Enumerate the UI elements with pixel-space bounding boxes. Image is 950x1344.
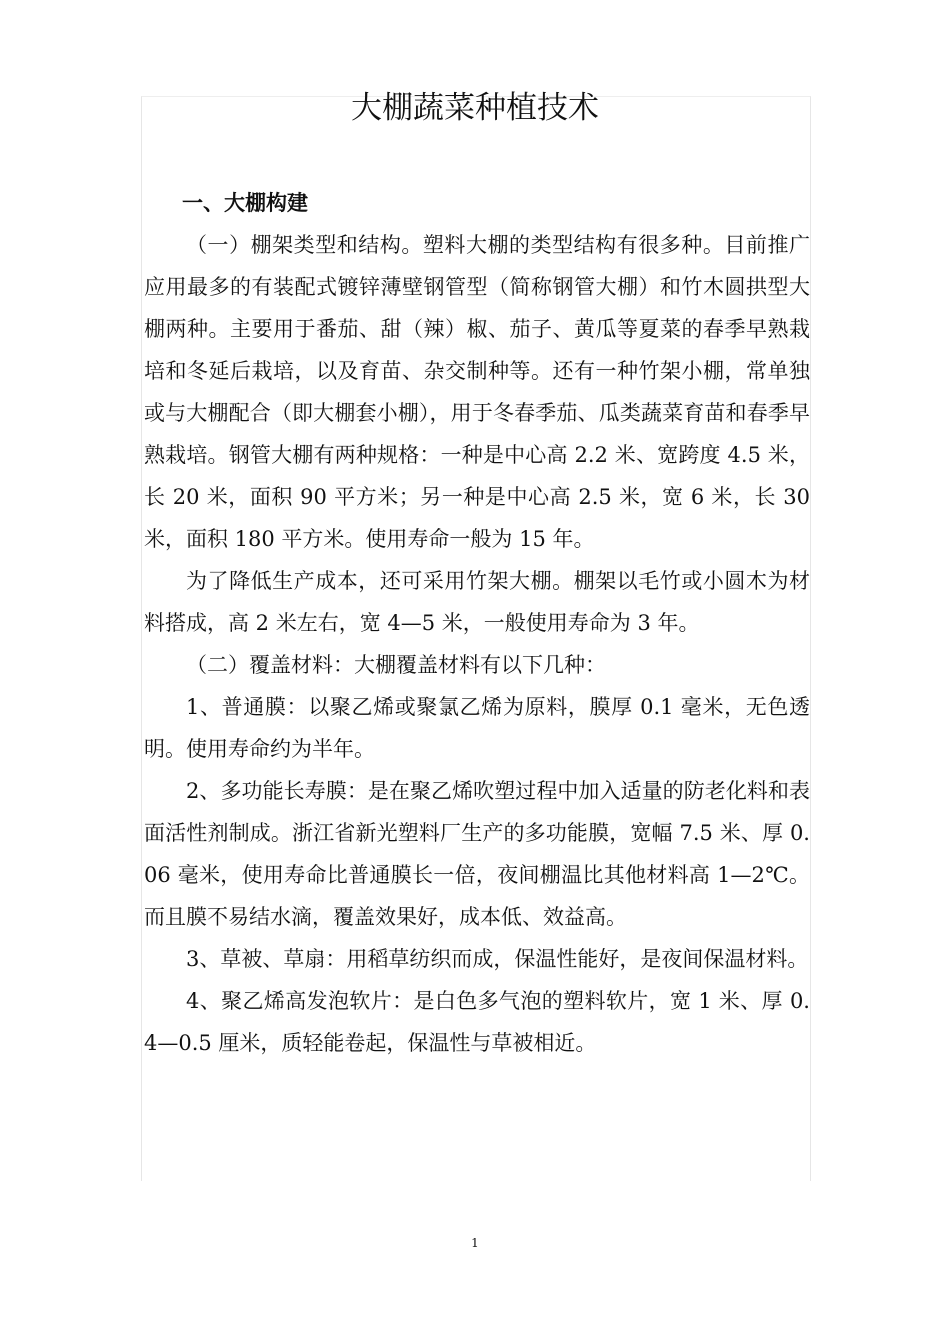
paragraph-foam-sheet: 4、聚乙烯高发泡软片：是白色多气泡的塑料软片，宽 1 米、厚 0.4—0.5 厘米，质轻能卷起，保温性与草被相近。	[144, 989, 810, 1055]
document-title: 大棚蔬菜种植技术	[351, 90, 599, 126]
section-heading: 一、大棚构建	[182, 191, 308, 215]
page-number: 1	[471, 1236, 479, 1250]
paragraph-straw-cover: 3、草被、草扇：用稻草纺织而成，保温性能好，是夜间保温材料。	[186, 947, 809, 971]
paragraph-multifunction-film: 2、多功能长寿膜：是在聚乙烯吹塑过程中加入适量的防老化料和表面活性剂制成。浙江省新光塑料厂生产的多功能膜，宽幅 7.5 米、厚 0.06 毫米，使用寿命比普通膜长一倍，夜间棚温比其他材料高 1—2℃。而且膜不易结水滴，覆盖效果好，成本低、效益高。	[144, 779, 810, 929]
paragraph-frame-structure: （一）棚架类型和结构。塑料大棚的类型结构有很多种。目前推广应用最多的有装配式镀锌薄壁钢管型（简称钢管大棚）和竹木圆拱型大棚两种。主要用于番茄、甜（辣）椒、茄子、黄瓜等夏菜的春季早熟栽培和冬延后栽培，以及育苗、杂交制种等。还有一种竹架小棚，常单独或与大棚配合（即大棚套小棚），用于冬春季茄、瓜类蔬菜育苗和春季早熟栽培。钢管大棚有两种规格：一种是中心高 2.2 米、宽跨度 4.5 米，长 20 米，面积 90 平方米；另一种是中心高 2.5 米，宽 6 米，长 30 米，面积 180 平方米。使用寿命一般为 15 年。	[144, 233, 810, 551]
paragraph-covering-materials: （二）覆盖材料：大棚覆盖材料有以下几种：	[186, 653, 606, 677]
paragraph-ordinary-film: 1、普通膜：以聚乙烯或聚氯乙烯为原料，膜厚 0.1 毫米，无色透明。使用寿命约为半年。	[144, 695, 810, 761]
paragraph-bamboo-greenhouse: 为了降低生产成本，还可采用竹架大棚。棚架以毛竹或小圆木为材料搭成，高 2 米左右，宽 4—5 米，一般使用寿命为 3 年。	[144, 569, 810, 635]
document-body	[144, 182, 810, 1064]
